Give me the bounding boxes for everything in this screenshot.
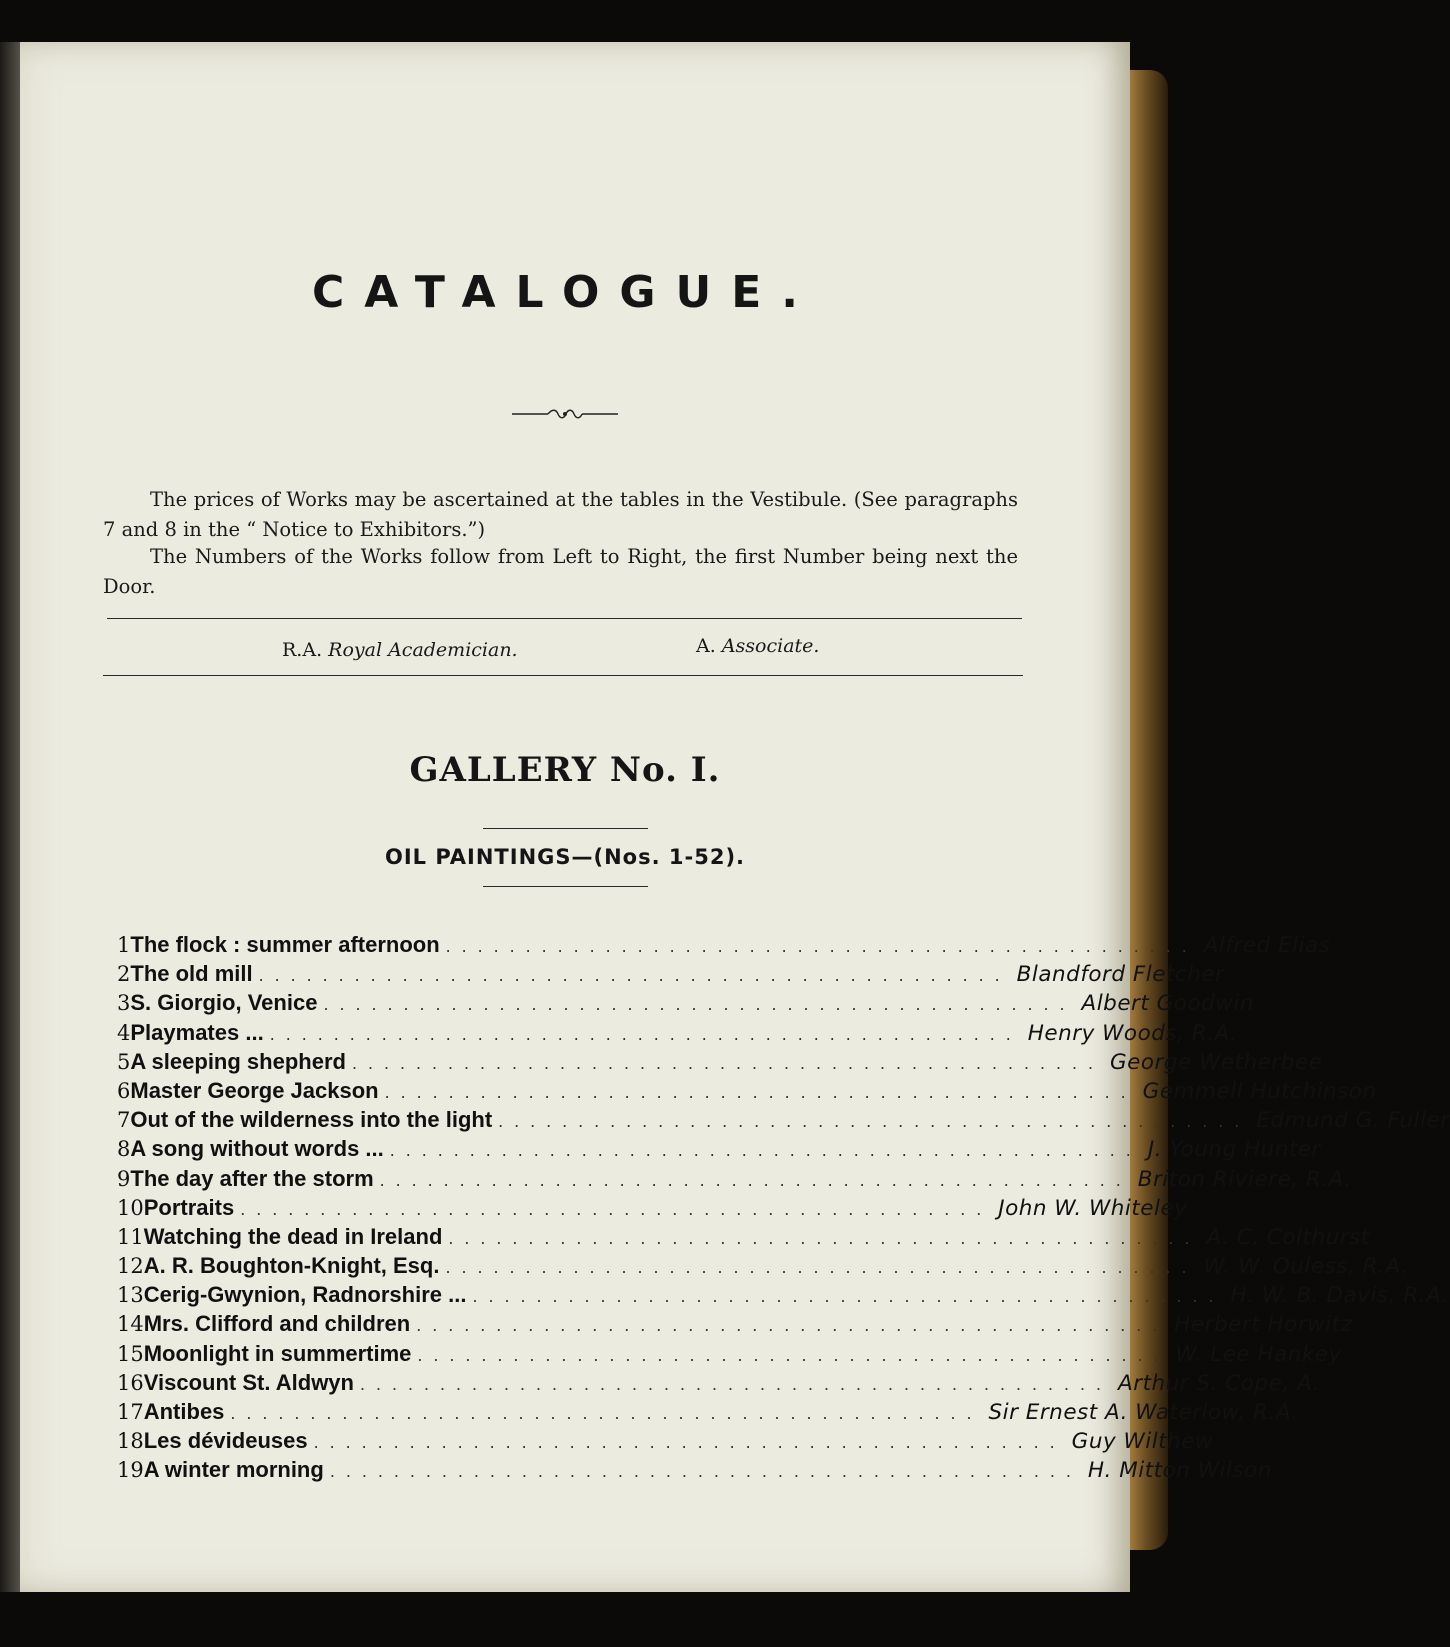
entry-title: Portraits (143, 1194, 235, 1220)
list-item (117, 1399, 1299, 1428)
leader-dots: ............................................... (448, 1227, 1201, 1248)
entry-title: A. R. Boughton-Knight, Esq. (143, 1253, 440, 1279)
flourish-ornament (510, 407, 620, 421)
entry-title: A song without words ... (130, 1136, 384, 1162)
entry-number: 6 (117, 1078, 131, 1103)
entry-title: Master George Jackson (130, 1077, 379, 1103)
entry-title: Les dévideuses (143, 1428, 308, 1454)
catalogue-page (20, 42, 1450, 1592)
catalogue-entry-list (117, 932, 1450, 1487)
entry-title: The flock : summer afternoon (130, 932, 440, 957)
list-item (117, 1019, 1238, 1049)
entry-artist: George Wetherbee (1110, 1049, 1323, 1075)
leader-dots: ............................................... (417, 1344, 1170, 1365)
list-item (117, 1428, 1214, 1457)
legend-ra-label: Royal Academician. (328, 639, 518, 661)
list-item (117, 1340, 1342, 1370)
entry-title: Mrs. Clifford and children (143, 1311, 411, 1337)
divider-bottom (103, 675, 1023, 676)
entry-artist: H. W. B. Davis, R.A. (1230, 1283, 1449, 1309)
entry-title: Watching the dead in Ireland (143, 1223, 443, 1249)
entry-title: Out of the wilderness into the light (130, 1107, 493, 1133)
entry-title: Playmates ... (130, 1019, 264, 1045)
leader-dots: ............................................... (240, 1198, 993, 1219)
entry-title: Antibes (143, 1399, 225, 1424)
entry-number: 18 (117, 1429, 144, 1454)
entry-number: 3 (117, 991, 131, 1016)
legend-a-label: Associate. (721, 635, 820, 657)
entry-number: 13 (117, 1283, 144, 1308)
entry-number: 17 (117, 1400, 144, 1424)
gallery-rule-top (483, 828, 648, 829)
entry-title: S. Giorgio, Venice (130, 990, 318, 1016)
entry-number: 14 (117, 1312, 144, 1337)
entry-artist: W. Lee Hankey (1175, 1341, 1342, 1367)
section-title: OIL PAINTINGS—(Nos. 1-52). (384, 845, 746, 869)
leader-dots: ............................................... (258, 965, 1011, 986)
entry-number: 5 (117, 1049, 131, 1074)
entry-title: The old mill (130, 961, 253, 987)
entry-artist: Herbert Horwitz (1174, 1312, 1353, 1338)
entry-artist: Alfred Elias (1203, 933, 1331, 958)
leader-dots: ............................................... (498, 1111, 1251, 1132)
divider-top (107, 618, 1022, 619)
leader-dots: ............................................... (323, 994, 1076, 1015)
entry-artist: John W. Whiteley (998, 1195, 1188, 1221)
entry-artist: Albert Goodwin (1081, 991, 1254, 1017)
list-item (117, 1077, 1377, 1107)
entry-title: The day after the storm (130, 1165, 374, 1191)
leader-dots: ............................................... (472, 1286, 1225, 1307)
leader-dots: ............................................... (230, 1403, 983, 1423)
entry-number: 10 (117, 1195, 144, 1220)
entry-number: 15 (117, 1341, 144, 1366)
intro-paragraph-numbers: The Numbers of the Works follow from Left to Right, the first Number being next the Door. (103, 545, 1018, 598)
entry-artist: Gemmell Hutchinson (1142, 1078, 1377, 1104)
list-item (117, 1457, 1272, 1486)
entry-title: A winter morning (143, 1457, 324, 1483)
page-title: CATALOGUE. (311, 267, 819, 318)
list-item (117, 1369, 1320, 1399)
leader-dots: ............................................... (329, 1461, 1082, 1482)
gallery-title: GALLERY No. I. (409, 750, 721, 790)
entry-number: 4 (117, 1020, 131, 1045)
entry-title: Moonlight in summertime (143, 1340, 412, 1366)
entry-number: 2 (117, 962, 131, 987)
entry-artist: W. W. Ouless, R.A. (1203, 1254, 1409, 1280)
entry-artist: A. C. Colthurst (1206, 1224, 1370, 1250)
leader-dots: ............................................... (389, 1140, 1142, 1161)
leader-dots: ............................................... (269, 1023, 1022, 1044)
entry-artist: Briton Riviere, R.A. (1137, 1166, 1352, 1192)
leader-dots: ............................................... (445, 1257, 1198, 1278)
legend-ra (282, 639, 518, 661)
leader-dots: ............................................... (416, 1315, 1169, 1336)
entry-number: 8 (117, 1137, 131, 1162)
entry-title: Cerig-Gwynion, Radnorshire ... (143, 1282, 467, 1308)
entry-title: Viscount St. Aldwyn (143, 1369, 354, 1395)
leader-dots: ............................................... (359, 1373, 1113, 1394)
leader-dots: ............................................... (445, 936, 1198, 956)
entry-artist: J. Young Hunter (1147, 1137, 1321, 1163)
list-item (117, 1107, 1450, 1136)
entry-number: 12 (117, 1254, 144, 1279)
list-item (117, 932, 1331, 961)
leader-dots: ............................................... (351, 1052, 1104, 1073)
leader-dots: ............................................... (379, 1169, 1132, 1190)
list-item (117, 1223, 1370, 1253)
list-item (117, 1311, 1353, 1340)
entry-artist: Arthur S. Cope, A. (1118, 1370, 1320, 1396)
list-item (117, 990, 1254, 1019)
leader-dots: ............................................... (313, 1432, 1066, 1453)
leader-dots: ............................................... (384, 1081, 1137, 1102)
entry-number: 11 (117, 1224, 144, 1249)
entry-artist: H. Mitton Wilson (1087, 1458, 1272, 1484)
list-item (117, 1194, 1188, 1224)
intro-paragraph-prices: The prices of Works may be ascertained at the tables in the Vestibule. (See paragraphs 7 and 8 in the “ Notice to Exhibitors.”) (103, 488, 1018, 541)
entry-artist: Edmund G. Fuller (1256, 1108, 1450, 1134)
entry-artist: Sir Ernest A. Waterlow, R.A. (988, 1400, 1299, 1425)
list-item (117, 1253, 1409, 1282)
entry-artist: Blandford Fletcher (1016, 962, 1225, 988)
entry-title: A sleeping shepherd (130, 1048, 346, 1074)
book-spine-edge (0, 42, 20, 1592)
list-item (117, 1048, 1323, 1078)
list-item (117, 1165, 1352, 1195)
legend-a (696, 635, 819, 657)
entry-number: 9 (117, 1166, 131, 1191)
list-item (117, 1282, 1449, 1311)
legend-ra-abbr: R.A. (282, 639, 323, 661)
entry-artist: Henry Woods, R.A. (1027, 1020, 1238, 1046)
list-item (117, 1136, 1321, 1165)
entry-number: 19 (117, 1458, 144, 1483)
gallery-rule-bottom (483, 886, 648, 887)
list-item (117, 961, 1225, 990)
legend-a-abbr: A. (696, 635, 716, 657)
entry-number: 1 (117, 933, 131, 957)
entry-artist: Guy Wilthew (1071, 1429, 1214, 1455)
entry-number: 16 (117, 1370, 144, 1395)
entry-number: 7 (117, 1108, 131, 1133)
